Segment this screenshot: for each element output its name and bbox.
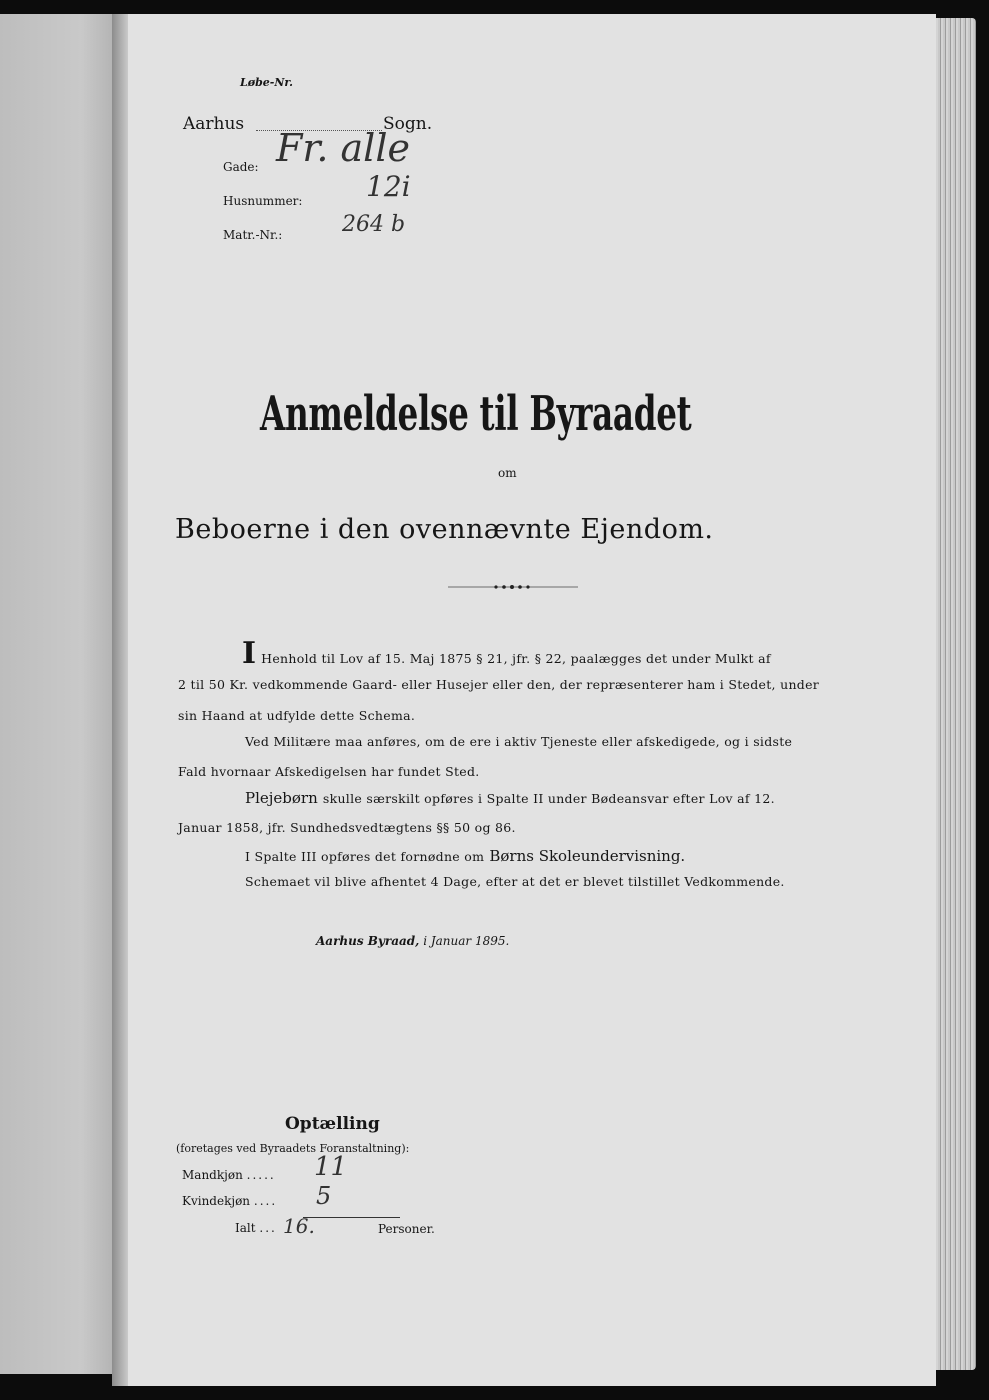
- sum-underline: [303, 1217, 400, 1218]
- gade-handwritten-value: Fr. alle: [276, 126, 410, 170]
- husnummer-handwritten-value: 12i: [366, 170, 411, 203]
- document-page: [128, 14, 936, 1386]
- borns-skoleundervisning: Børns Skoleundervisning.: [489, 847, 686, 865]
- sogn-label: Sogn.: [383, 114, 433, 134]
- paragraph-1-line-2: 2 til 50 Kr. vedkommende Gaard- eller Husejer eller den, der repræsenterer ham i Stedet, under: [178, 677, 820, 692]
- paragraph-2-line-2: Fald hvornaar Afskedigelsen har fundet Sted.: [178, 764, 480, 779]
- ornament-divider: [448, 584, 578, 590]
- personer-label: Personer.: [378, 1222, 435, 1236]
- city-label: Aarhus: [183, 114, 245, 134]
- optaelling-note: (foretages ved Byraadets Foranstaltning):: [176, 1142, 410, 1155]
- document-title: Anmeldelse til Byraadet: [260, 386, 692, 442]
- kvindekjon-label: Kvindekjøn: [182, 1194, 251, 1208]
- kvindekjon-dots: ....: [253, 1194, 278, 1208]
- mandkjon-label: Mandkjøn: [182, 1168, 243, 1182]
- drop-cap: I: [242, 636, 257, 671]
- husnummer-label: Husnummer:: [223, 194, 303, 208]
- paragraph-4: [245, 846, 685, 865]
- ialt-dots: ...: [259, 1221, 277, 1235]
- loebe-nr-label: Løbe-Nr.: [240, 76, 293, 89]
- paragraph-3-line-2: Januar 1858, jfr. Sundhedsvedtægtens §§ 50 og 86.: [178, 820, 516, 835]
- signature-date: i Januar 1895.: [423, 934, 510, 948]
- ialt-label: Ialt: [235, 1221, 256, 1235]
- mandkjon-value: 11: [314, 1152, 348, 1182]
- paragraph-1-line-3: sin Haand at udfylde dette Schema.: [178, 708, 416, 723]
- signature-line: [316, 934, 509, 948]
- paragraph-1-line-1: [242, 636, 771, 671]
- matr-nr-handwritten-value: 264 b: [342, 212, 406, 237]
- ialt-row: [235, 1221, 277, 1235]
- matr-nr-label: Matr.-Nr.:: [223, 228, 283, 242]
- paragraph-5: Schemaet vil blive afhentet 4 Dage, efter at det er blevet tilstillet Vedkommende.: [245, 874, 785, 889]
- p3-line1-rest: skulle særskilt opføres i Spalte II under Bødeansvar efter Lov af 12.: [322, 791, 775, 806]
- mandkjon-row: [182, 1168, 276, 1182]
- kvindekjon-value: 5: [316, 1182, 332, 1210]
- om-label: om: [498, 466, 517, 480]
- kvindekjon-row: [182, 1194, 277, 1208]
- p1-line1-text: Henhold til Lov af 15. Maj 1875 § 21, jfr. § 22, paalægges det under Mulkt af: [261, 651, 771, 666]
- gade-label: Gade:: [223, 160, 259, 174]
- p4-start: I Spalte III opføres det fornødne om: [245, 849, 485, 864]
- signature-org: Aarhus Byraad,: [316, 934, 420, 948]
- paragraph-3-line-1: [245, 788, 775, 807]
- optaelling-heading: Optælling: [285, 1114, 380, 1134]
- ialt-value: 16.: [283, 1214, 315, 1238]
- mandkjon-dots: .....: [246, 1168, 276, 1182]
- plejeborn-word: Plejebørn: [245, 789, 318, 807]
- paragraph-2-line-1: Ved Militære maa anføres, om de ere i aktiv Tjeneste eller afskedigede, og i sidste: [245, 734, 793, 749]
- document-subtitle: Beboerne i den ovennævnte Ejendom.: [175, 514, 714, 545]
